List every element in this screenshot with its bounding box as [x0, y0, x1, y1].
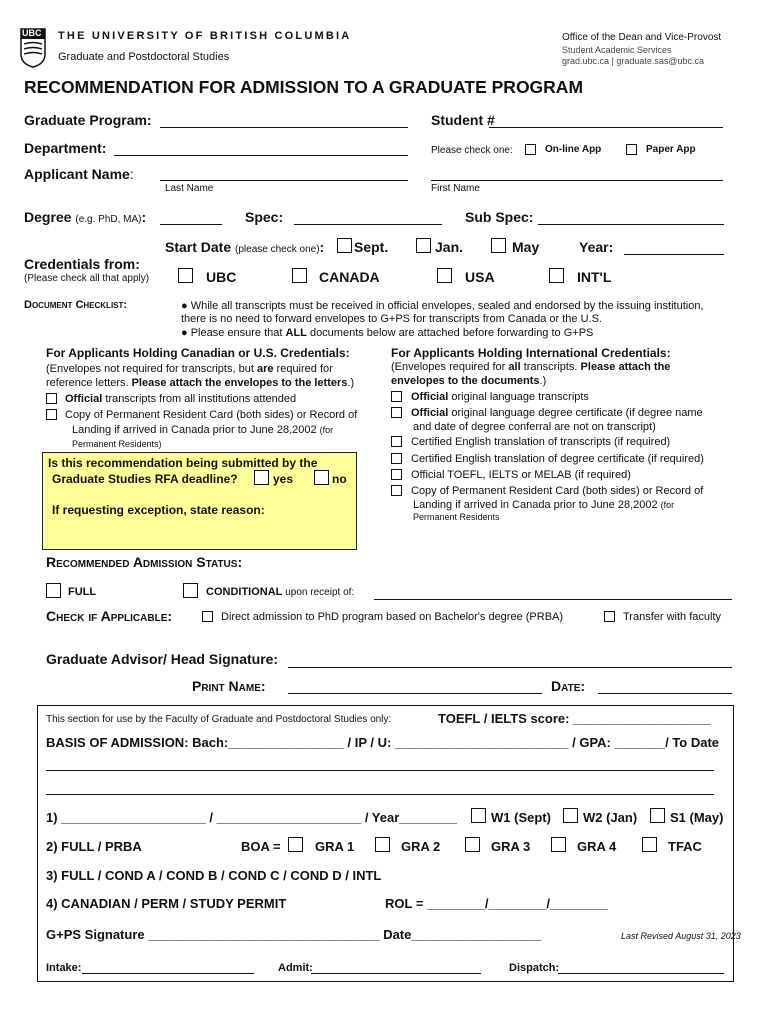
department-label: Department:: [24, 140, 107, 156]
revised-date: Last Revised August 31, 2023: [621, 931, 741, 941]
intl-degree-cert-checkbox[interactable]: [391, 407, 402, 418]
checklist-note-1b: there is no need to forward envelopes to G+PS for transcripts from Canada or the U.S.: [181, 313, 602, 325]
office-row-2: 2) FULL / PRBA: [46, 839, 142, 854]
intl-title: For Applicants Holding International Credentials:: [391, 346, 671, 360]
department-name: Graduate and Postdoctoral Studies: [58, 51, 230, 63]
credentials-label: Credentials from:: [24, 256, 140, 272]
intl-pr-card-label: Copy of Permanent Resident Card (both sides) or Record of: [411, 485, 704, 497]
start-date-label: Start Date (please check one):: [165, 239, 325, 255]
tfac-checkbox[interactable]: [642, 837, 657, 852]
canada-checkbox[interactable]: [292, 268, 307, 283]
intl-cert-degree-checkbox[interactable]: [391, 453, 402, 464]
cdn-pr-card-label-2: Landing if arrived in Canada prior to June 28,2002 (for: [72, 424, 334, 436]
cdn-title: For Applicants Holding Canadian or U.S. Credentials:: [46, 346, 350, 360]
intl-transcripts-checkbox[interactable]: [391, 391, 402, 402]
intl-degree-cert-label-2: and date of degree conferral are not on transcript): [413, 421, 656, 433]
intl-transcripts-label: Official original language transcripts: [411, 391, 589, 403]
paper-app-checkbox[interactable]: [626, 144, 637, 155]
check-applicable-label: Check if Applicable:: [46, 608, 173, 624]
jan-label: Jan.: [435, 239, 464, 255]
logo-text: UBC: [22, 28, 42, 38]
intl-cert-transcripts-checkbox[interactable]: [391, 436, 402, 447]
transfer-checkbox[interactable]: [604, 611, 615, 622]
basis-line-2[interactable]: [46, 794, 714, 795]
cdn-transcripts-label: Official transcripts from all institutions attended: [65, 393, 297, 405]
degree-field[interactable]: [160, 224, 222, 225]
s1-label: S1 (May): [670, 810, 724, 825]
prba-checkbox[interactable]: [202, 611, 213, 622]
intl-cert-transcripts-label: Certified English translation of transcripts (if required): [411, 436, 671, 448]
gra4-checkbox[interactable]: [551, 837, 566, 852]
rfa-yes-label: yes: [273, 472, 294, 486]
paper-app-label: Paper App: [646, 144, 696, 155]
gra3-label: GRA 3: [491, 839, 531, 854]
upon-receipt-field[interactable]: [374, 599, 732, 600]
year-field[interactable]: [624, 254, 724, 255]
cdn-pr-card-checkbox[interactable]: [46, 409, 57, 420]
rfa-yes-checkbox[interactable]: [254, 470, 269, 485]
online-app-checkbox[interactable]: [525, 144, 536, 155]
status-label: Recommended Admission Status:: [46, 554, 243, 570]
intl-checkbox[interactable]: [549, 268, 564, 283]
applicant-name-label: Applicant Name:: [24, 166, 134, 182]
w2-label: W2 (Jan): [583, 810, 638, 825]
w1-checkbox[interactable]: [471, 808, 486, 823]
prba-label: Direct admission to PhD program based on Bachelor's degree (PRBA): [221, 611, 564, 623]
w2-checkbox[interactable]: [563, 808, 578, 823]
student-no-label: Student #: [431, 112, 495, 128]
admit-label: Admit:: [278, 962, 313, 974]
intl-note-2: envelopes to the documents.): [391, 375, 547, 387]
office-name: Office of the Dean and Vice-Provost: [562, 32, 722, 43]
basis-of-admission: BASIS OF ADMISSION: Bach:________________ / IP / U: ________________________ / GPA: _______/ To Date: [46, 735, 720, 750]
university-name: THE UNIVERSITY OF BRITISH COLUMBIA: [58, 30, 352, 42]
advisor-signature-label: Graduate Advisor/ Head Signature:: [46, 651, 279, 667]
usa-checkbox[interactable]: [437, 268, 452, 283]
office-use-note: This section for use by the Faculty of Graduate and Postdoctoral Studies only:: [46, 714, 392, 725]
degree-label: Degree (e.g. PhD, MA):: [24, 209, 147, 225]
grad-program-field[interactable]: [160, 127, 408, 128]
office-row-3: 3) FULL / COND A / COND B / COND C / COND D / INTL: [46, 868, 382, 883]
sept-checkbox[interactable]: [337, 238, 352, 253]
student-no-field[interactable]: [489, 127, 723, 128]
advisor-signature-field[interactable]: [288, 667, 732, 668]
ubc-checkbox[interactable]: [178, 268, 193, 283]
tfac-label: TFAC: [668, 839, 702, 854]
boa-label: BOA =: [241, 839, 281, 854]
date-field[interactable]: [598, 693, 732, 694]
may-label: May: [512, 239, 540, 255]
rfa-question-1: Is this recommendation being submitted by the: [48, 456, 318, 470]
sept-label: Sept.: [354, 239, 389, 255]
office-web: grad.ubc.ca | graduate.sas@ubc.ca: [562, 56, 705, 66]
dispatch-field[interactable]: [558, 973, 724, 974]
intl-toefl-label: Official TOEFL, IELTS or MELAB (if required): [411, 469, 631, 481]
date-label: Date:: [551, 678, 586, 694]
intl-cert-degree-label: Certified English translation of degree certificate (if required): [411, 453, 704, 465]
year-label: Year:: [579, 239, 614, 255]
usa-label: USA: [465, 269, 495, 285]
intl-degree-cert-label: Official original language degree certificate (if degree name: [411, 407, 703, 419]
w1-label: W1 (Sept): [491, 810, 551, 825]
credentials-note: (Please check all that apply): [24, 273, 150, 284]
intake-label: Intake:: [46, 962, 82, 974]
cdn-transcripts-checkbox[interactable]: [46, 393, 57, 404]
department-field[interactable]: [114, 155, 408, 156]
sub-spec-label: Sub Spec:: [465, 209, 534, 225]
office-row-4: 4) CANADIAN / PERM / STUDY PERMIT: [46, 896, 287, 911]
canada-label: CANADA: [319, 269, 380, 285]
conditional-checkbox[interactable]: [183, 583, 198, 598]
office-row-1: 1) ____________________ / ____________________ / Year________: [46, 810, 458, 825]
last-name-field[interactable]: [160, 180, 408, 181]
toefl-score: TOEFL / IELTS score: ___________________: [438, 711, 711, 726]
rfa-question-2: Graduate Studies RFA deadline?: [52, 472, 238, 486]
rol-field: ROL = ________/________/________: [385, 896, 608, 911]
gra1-checkbox[interactable]: [288, 837, 303, 852]
print-name-field[interactable]: [288, 693, 542, 694]
gra2-label: GRA 2: [401, 839, 441, 854]
cdn-note-1: (Envelopes not required for transcripts, but are required for: [46, 363, 333, 375]
ubc-label: UBC: [206, 269, 237, 285]
page-title: RECOMMENDATION FOR ADMISSION TO A GRADUATE PROGRAM: [24, 77, 584, 97]
grad-program-label: Graduate Program:: [24, 112, 152, 128]
gps-signature: G+PS Signature ________________________________ Date__________________: [46, 927, 542, 942]
office-sub: Student Academic Services: [562, 45, 672, 55]
full-label: FULL: [68, 586, 97, 598]
ubc-logo: [20, 28, 46, 68]
checklist-note-1a: ● While all transcripts must be received in official envelopes, sealed and endorsed by the issuing institution,: [181, 300, 704, 312]
gra3-checkbox[interactable]: [465, 837, 480, 852]
print-name-label: Print Name:: [192, 678, 266, 694]
rfa-no-label: no: [332, 472, 347, 486]
please-check-one: Please check one:: [431, 145, 513, 156]
dispatch-label: Dispatch:: [509, 962, 560, 974]
may-checkbox[interactable]: [491, 238, 506, 253]
first-name-field[interactable]: [431, 180, 723, 181]
intl-pr-card-label-2: Landing if arrived in Canada prior to June 28,2002 (for: [413, 499, 675, 511]
first-name-label: First Name: [431, 183, 480, 194]
intake-field[interactable]: [82, 973, 254, 974]
gra4-label: GRA 4: [577, 839, 617, 854]
spec-label: Spec:: [245, 209, 284, 225]
basis-line-1[interactable]: [46, 770, 714, 771]
rfa-reason-label: If requesting exception, state reason:: [52, 503, 265, 517]
gra2-checkbox[interactable]: [375, 837, 390, 852]
full-checkbox[interactable]: [46, 583, 61, 598]
intl-pr-card-checkbox[interactable]: [391, 485, 402, 496]
cdn-pr-card-label: Copy of Permanent Resident Card (both sides) or Record of: [65, 409, 358, 421]
intl-label: INT'L: [577, 269, 612, 285]
conditional-label: CONDITIONAL upon receipt of:: [206, 586, 355, 598]
intl-toefl-checkbox[interactable]: [391, 469, 402, 480]
admit-field[interactable]: [311, 973, 481, 974]
last-name-label: Last Name: [165, 183, 214, 194]
jan-checkbox[interactable]: [416, 238, 431, 253]
checklist-label: Document Checklist:: [24, 299, 128, 311]
checklist-note-2: ● Please ensure that ALL documents below are attached before forwarding to G+PS: [181, 327, 594, 339]
s1-checkbox[interactable]: [650, 808, 665, 823]
intl-pr-card-label-3: Permanent Residents: [413, 512, 500, 522]
gra1-label: GRA 1: [315, 839, 355, 854]
sub-spec-field[interactable]: [538, 224, 724, 225]
cdn-note-2: reference letters. Please attach the envelopes to the letters.): [46, 377, 355, 389]
cdn-pr-card-label-3: Permanent Residents): [72, 439, 162, 449]
spec-field[interactable]: [294, 224, 442, 225]
transfer-label: Transfer with faculty: [623, 611, 722, 623]
rfa-no-checkbox[interactable]: [314, 470, 329, 485]
intl-note-1: (Envelopes required for all transcripts. Please attach the: [391, 361, 671, 373]
online-app-label: On-line App: [545, 144, 602, 155]
